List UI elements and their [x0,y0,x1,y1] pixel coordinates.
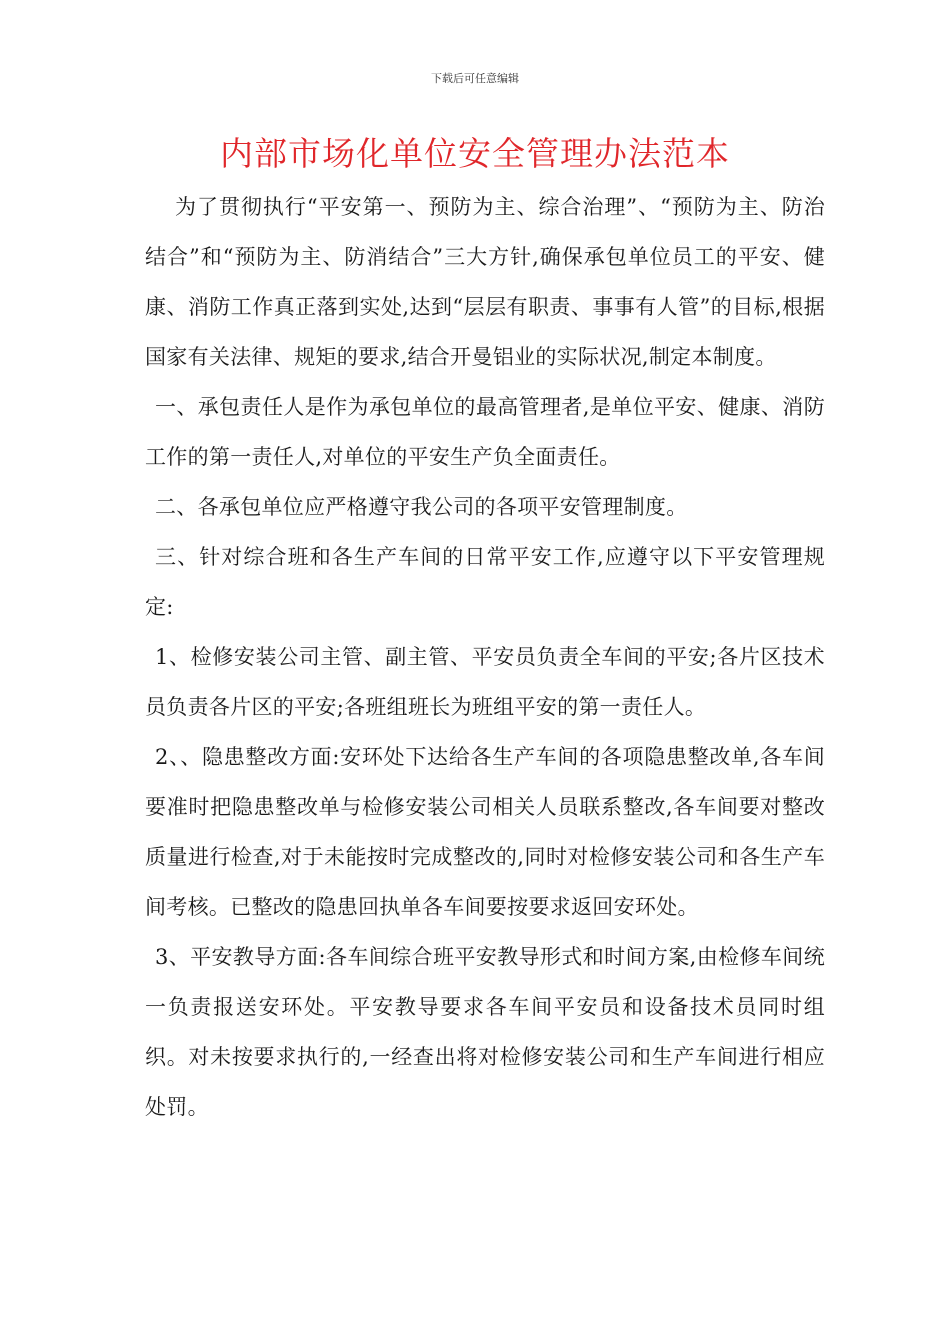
paragraph-item-2: 2、、隐患整改方面:安环处下达给各生产车间的各项隐患整改单,各车间要准时把隐患整改单与检修安装公司相关人员联系整改,各车间要对整改质量进行检查,对于未能按时完成整改的,同时对检修安装公司和各生产车间考核。已整改的隐患回执单各车间要按要求返回安环处。 [145,745,825,919]
paragraph-intro: 为了贯彻执行“平安第一、预防为主、综合治理”、“预防为主、防治结合”和“预防为主、防消结合”三大方针,确保承包单位员工的平安、健康、消防工作真正落到实处,达到“层层有职责、事事有人管”的目标,根据国家有关法律、规矩的要求,结合开曼铝业的实际状况,制定本制度。 [145,195,825,369]
paragraph-section-3: 三、针对综合班和各生产车间的日常平安工作,应遵守以下平安管理规定: [145,545,825,619]
header-note: 下载后可任意编辑 [431,72,519,85]
paragraph-item-3: 3、平安教导方面:各车间综合班平安教导形式和时间方案,由检修车间统一负责报送安环处。平安教导要求各车间平安员和设备技术员同时组织。对未按要求执行的,一经查出将对检修安装公司和生产车间进行相应处罚。 [145,945,825,1119]
document-body [145,182,825,1132]
document-title: 内部市场化单位安全管理办法范本 [220,134,730,173]
paragraph-section-2: 二、各承包单位应严格遵守我公司的各项平安管理制度。 [155,495,688,519]
paragraph-item-1: 1、检修安装公司主管、副主管、平安员负责全车间的平安;各片区技术员负责各片区的平安;各班组班长为班组平安的第一责任人。 [145,645,825,719]
paragraph-section-1: 一、承包责任人是作为承包单位的最高管理者,是单位平安、健康、消防工作的第一责任人,对单位的平安生产负全面责任。 [145,395,825,469]
